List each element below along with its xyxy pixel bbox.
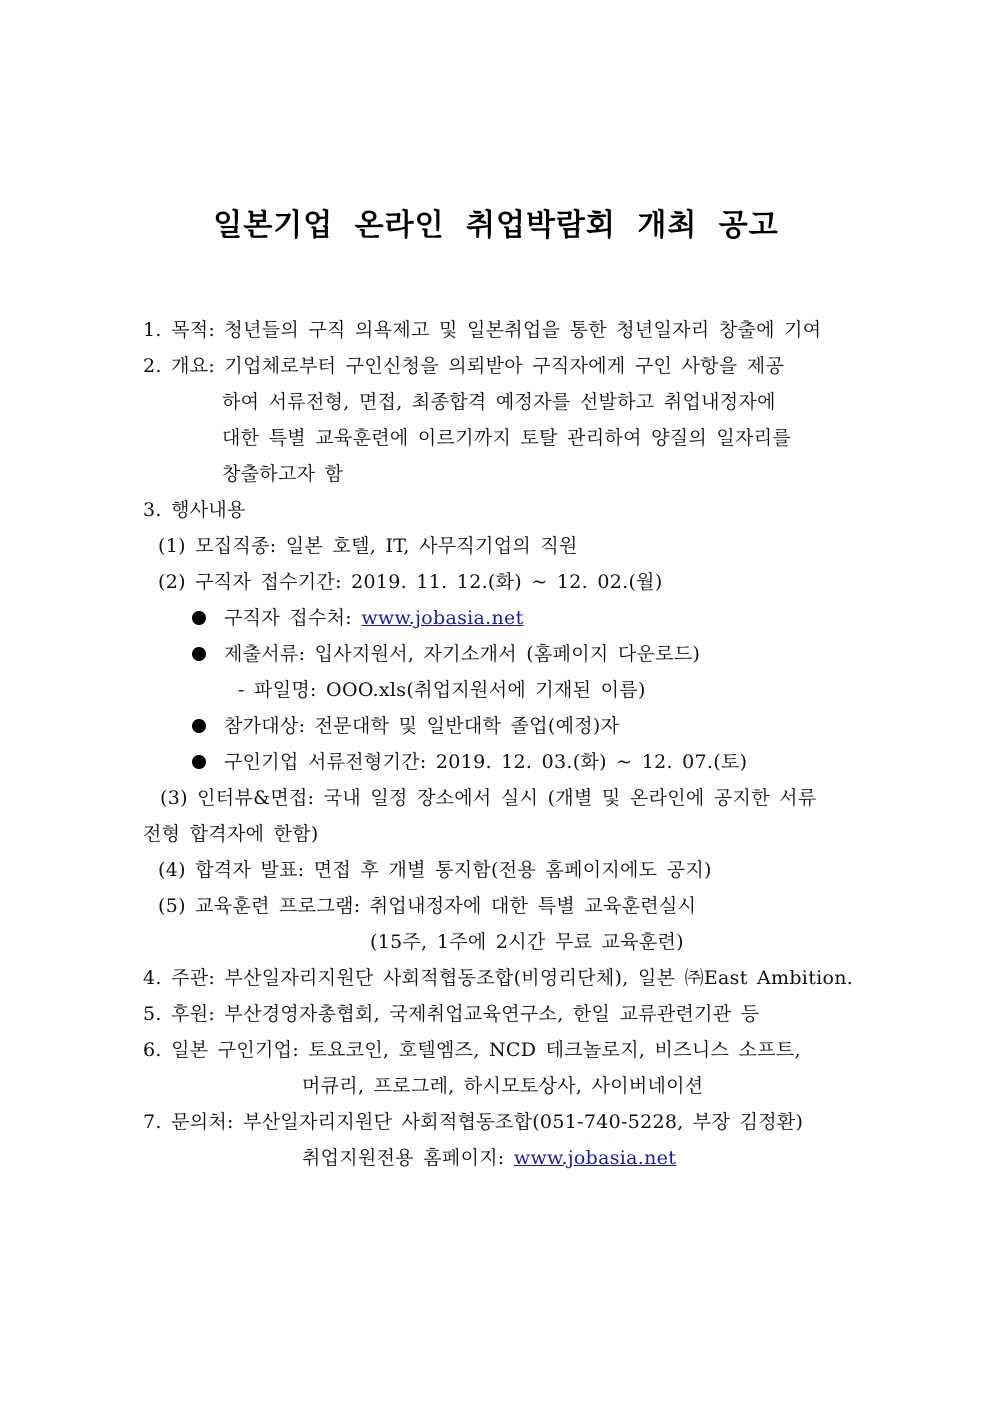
file-name-note: - 파일명: OOO.xls(취업지원서에 기재된 이름) (238, 679, 646, 701)
section-2-overview-line-3: 대한 특별 교육훈련에 이르기까지 토탈 관리하여 양질의 일자리를 (222, 427, 792, 449)
section-3-item-4: (4) 합격자 발표: 면접 후 개별 통지함(전용 홈페이지에도 공지) (158, 859, 712, 881)
section-7-homepage (302, 1146, 676, 1170)
bullet-icon (192, 611, 206, 625)
bullet-application-site (192, 606, 524, 630)
section-3-heading: 3. 행사내용 (143, 499, 246, 521)
section-4-organizer: 4. 주관: 부산일자리지원단 사회적협동조합(비영리단체), 일본 ㈜East Ambition. (143, 967, 854, 989)
section-2-overview-line-1: 2. 개요: 기업체로부터 구인신청을 의뢰받아 구직자에게 구인 사항을 제공 (143, 355, 785, 377)
section-6-companies-line-2: 머큐리, 프로그레, 하시모토상사, 사이버네이션 (302, 1075, 704, 1097)
document-title: 일본기업 온라인 취업박람회 개최 공고 (213, 208, 779, 243)
section-3-item-2: (2) 구직자 접수기간: 2019. 11. 12.(화) ~ 12. 02.(월) (158, 571, 663, 593)
bullet-label: 참가대상: 전문대학 및 일반대학 졸업(예정)자 (224, 715, 620, 737)
bullet-eligibility (192, 714, 619, 738)
bullet-icon (192, 755, 206, 769)
bullet-documents (192, 642, 700, 666)
bullet-label: 구인기업 서류전형기간: 2019. 12. 03.(화) ~ 12. 07.(토) (224, 751, 748, 773)
bullet-label: 제출서류: 입사지원서, 자기소개서 (홈페이지 다운로드) (224, 643, 701, 665)
bullet-screening-period (192, 750, 747, 774)
section-7-contact: 7. 문의처: 부산일자리지원단 사회적협동조합(051-740-5228, 부장 김정환) (143, 1111, 804, 1133)
section-3-item-5-line-1: (5) 교육훈련 프로그램: 취업내정자에 대한 특별 교육훈련실시 (158, 895, 697, 917)
section-3-item-5-line-2: (15주, 1주에 2시간 무료 교육훈련) (370, 931, 684, 953)
homepage-link[interactable]: www.jobasia.net (513, 1147, 677, 1169)
section-3-item-3-line-1: (3) 인터뷰&면접: 국내 일정 장소에서 실시 (개별 및 온라인에 공지한 서류 (160, 787, 817, 809)
section-3-item-3-line-2: 전형 합격자에 한함) (143, 823, 319, 845)
section-6-companies-line-1: 6. 일본 구인기업: 토요코인, 호텔엠즈, NCD 테크놀로지, 비즈니스 소프트, (143, 1039, 801, 1061)
section-1-purpose: 1. 목적: 청년들의 구직 의욕제고 및 일본취업을 통한 청년일자리 창출에 기여 (143, 319, 822, 341)
bullet-icon (192, 647, 206, 661)
section-3-item-1: (1) 모집직종: 일본 호텔, IT, 사무직기업의 직원 (158, 535, 578, 557)
section-2-overview-line-4: 창출하고자 함 (222, 463, 344, 485)
homepage-label: 취업지원전용 홈페이지: (302, 1147, 514, 1169)
jobasia-link[interactable]: www.jobasia.net (361, 607, 524, 629)
section-5-sponsors: 5. 후원: 부산경영자총협회, 국제취업교육연구소, 한일 교류관련기관 등 (143, 1003, 760, 1025)
bullet-label: 구직자 접수처: (224, 607, 362, 629)
bullet-icon (192, 719, 206, 733)
section-2-overview-line-2: 하여 서류전형, 면접, 최종합격 예정자를 선발하고 취업내정자에 (222, 391, 776, 413)
